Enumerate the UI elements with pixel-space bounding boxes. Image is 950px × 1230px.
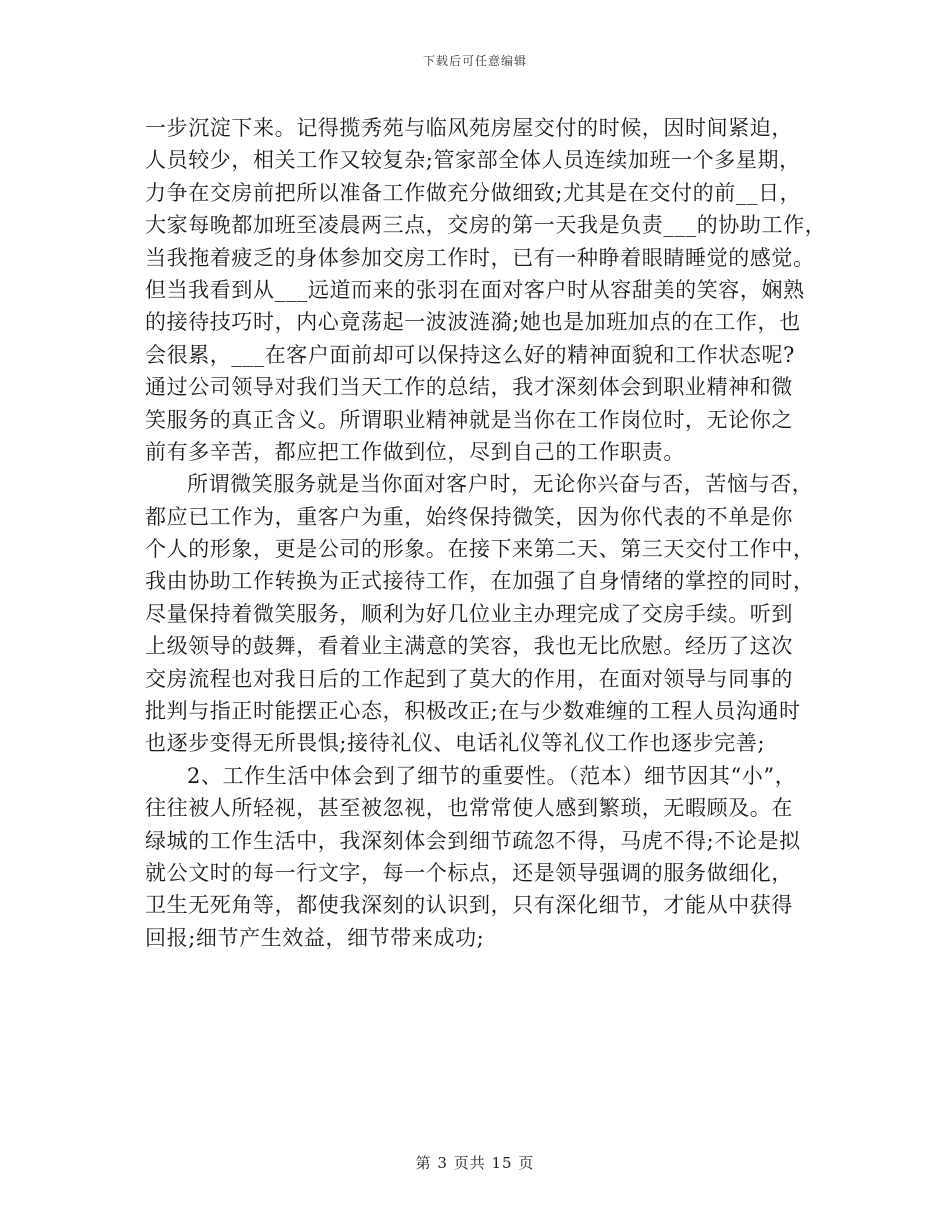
- text-line: 我由协助工作转换为正式接待工作，在加强了自身情绪的掌控的同时，: [145, 569, 815, 594]
- text-line: 尽量保持着微笑服务，顺利为好几位业主办理完成了交房手续。听到: [145, 601, 793, 626]
- text-line: 前有多辛苦，都应把工作做到位，尽到自己的工作职责。: [145, 439, 685, 464]
- document-body: [145, 112, 825, 954]
- page-header: 下载后可任意编辑: [422, 54, 527, 68]
- text-line: 当我拖着疲乏的身体参加交房工作时，已有一种睁着眼睛睡觉的感觉。: [145, 245, 815, 270]
- text-line: 都应已工作为，重客户为重，始终保持微笑，因为你代表的不单是你: [145, 504, 793, 529]
- text-line: 也逐步变得无所畏惧;接待礼仪、电话礼仪等礼仪工作也逐步完善;: [145, 731, 766, 756]
- page-number-footer: 第 3 页共 15 页: [415, 1154, 535, 1172]
- text-line: 大家每晚都加班至凌晨两三点，交房的第一天我是负责___的协助工作，: [145, 213, 827, 238]
- text-line: 会很累，___在客户面前却可以保持这么好的精神面貌和工作状态呢?: [145, 342, 795, 367]
- text-line: 力争在交房前把所以准备工作做充分做细致;尤其是在交付的前__日，: [145, 180, 802, 205]
- text-line: 但当我看到从___远道而来的张羽在面对客户时从容甜美的笑容，娴熟: [145, 277, 805, 302]
- text-line: 交房流程也对我日后的工作起到了莫大的作用，在面对领导与同事的: [145, 666, 793, 691]
- text-line: 卫生无死角等，都使我深刻的认识到，只有深化细节，才能从中获得: [145, 893, 793, 918]
- text-line: 一步沉淀下来。记得揽秀苑与临风苑房屋交付的时候，因时间紧迫，: [145, 116, 793, 140]
- text-line: 批判与指正时能摆正心态，积极改正;在与少数难缠的工程人员沟通时: [145, 699, 801, 724]
- text-line: 绿城的工作生活中，我深刻体会到细节疏忽不得，马虎不得;不论是拟: [145, 828, 801, 853]
- text-line: 上级领导的鼓舞，看着业主满意的笑容，我也无比欣慰。经历了这次: [145, 634, 793, 659]
- text-line: 个人的形象，更是公司的形象。在接下来第二天、第三天交付工作中，: [145, 537, 815, 562]
- text-line: 就公文时的每一行文字，每一个标点，还是领导强调的服务做细化，: [145, 860, 793, 885]
- text-line: 人员较少，相关工作又较复杂;管家部全体人员连续加班一个多星期，: [145, 148, 801, 173]
- text-line: 的接待技巧时，内心竟荡起一波波涟漪;她也是加班加点的在工作，也: [145, 310, 801, 335]
- paragraph-start-line: 所谓微笑服务就是当你面对客户时，无论你兴奋与否，苦恼与否，: [187, 472, 814, 497]
- paragraph-start-line: 2、工作生活中体会到了细节的重要性。（范本）细节因其“小”，: [187, 763, 797, 788]
- text-line: 回报;细节产生效益，细节带来成功;: [145, 925, 485, 950]
- text-line: 笑服务的真正含义。所谓职业精神就是当你在工作岗位时，无论你之: [145, 407, 793, 432]
- text-line: 往往被人所轻视，甚至被忽视，也常常使人感到繁琐，无暇顾及。在: [145, 796, 793, 821]
- text-line: 通过公司领导对我们当天工作的总结，我才深刻体会到职业精神和微: [145, 375, 793, 400]
